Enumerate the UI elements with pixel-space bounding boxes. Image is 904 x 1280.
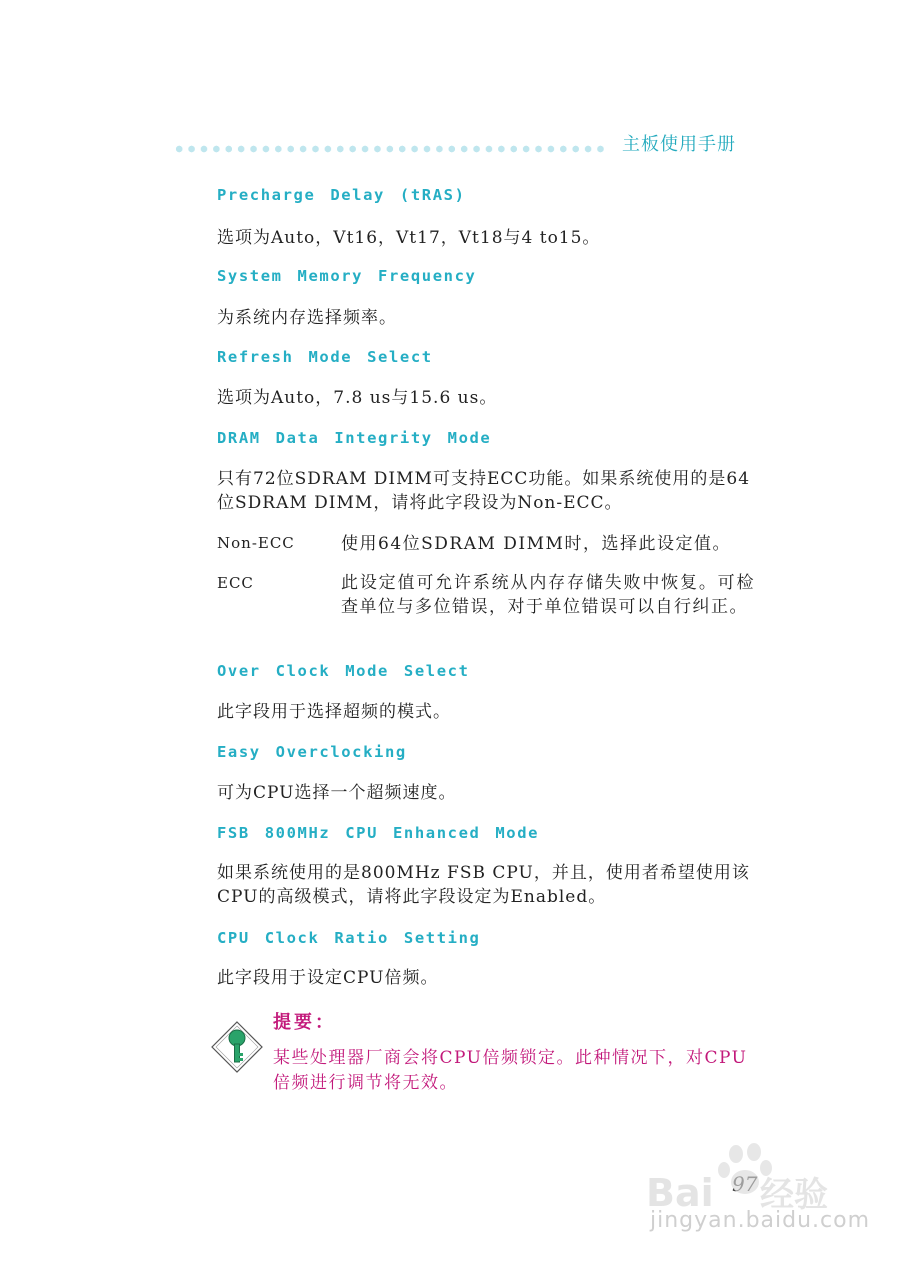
svg-text:经验: 经验 [760, 1175, 828, 1215]
section-body: 为系统内存选择频率。 [217, 308, 397, 328]
section-heading: Over Clock Mode Select [217, 662, 470, 680]
note-title: 提要： [273, 1012, 336, 1033]
watermark-url: jingyan.baidu.com [650, 1208, 871, 1233]
option-description: 使用64位SDRAM DIMM时，选择此设定值。 [341, 534, 731, 554]
section-heading: Precharge Delay (tRAS) [217, 186, 466, 204]
section-heading: Refresh Mode Select [217, 348, 433, 366]
section-body: 只有72位SDRAM DIMM可支持ECC功能。如果系统使用的是64位SDRAM DIMM，请将此字段设为Non-ECC。 [217, 469, 751, 513]
section-heading: System Memory Frequency [217, 267, 477, 285]
section-body: 选项为Auto，Vt16，Vt17，Vt18与4 to15。 [217, 228, 601, 248]
header-dotted-rule [173, 145, 607, 153]
option-term: Non-ECC [217, 534, 295, 552]
section-body: 如果系统使用的是800MHz FSB CPU，并且，使用者希望使用该CPU的高级模式，请将此字段设定为Enabled。 [217, 863, 750, 907]
section-body: 选项为Auto，7.8 us与15.6 us。 [217, 388, 498, 408]
key-icon [210, 1020, 264, 1074]
section-heading: Easy Overclocking [217, 743, 407, 761]
section-heading: CPU Clock Ratio Setting [217, 929, 481, 947]
section-heading: FSB 800MHz CPU Enhanced Mode [217, 824, 540, 842]
section-body: 此字段用于设定CPU倍频。 [217, 968, 439, 988]
section-heading: DRAM Data Integrity Mode [217, 429, 492, 447]
page-header-title: 主板使用手册 [622, 134, 736, 155]
svg-text:Bai: Bai [646, 1171, 714, 1215]
section-body: 可为CPU选择一个超频速度。 [217, 783, 457, 803]
option-term: ECC [217, 574, 254, 592]
note-body: 某些处理器厂商会将CPU倍频锁定。此种情况下，对CPU倍频进行调节将无效。 [273, 1048, 748, 1093]
option-description: 此设定值可允许系统从内存存储失败中恢复。可检查单位与多位错误，对于单位错误可以自行纠正。 [341, 573, 755, 617]
section-body: 此字段用于选择超频的模式。 [217, 702, 451, 722]
